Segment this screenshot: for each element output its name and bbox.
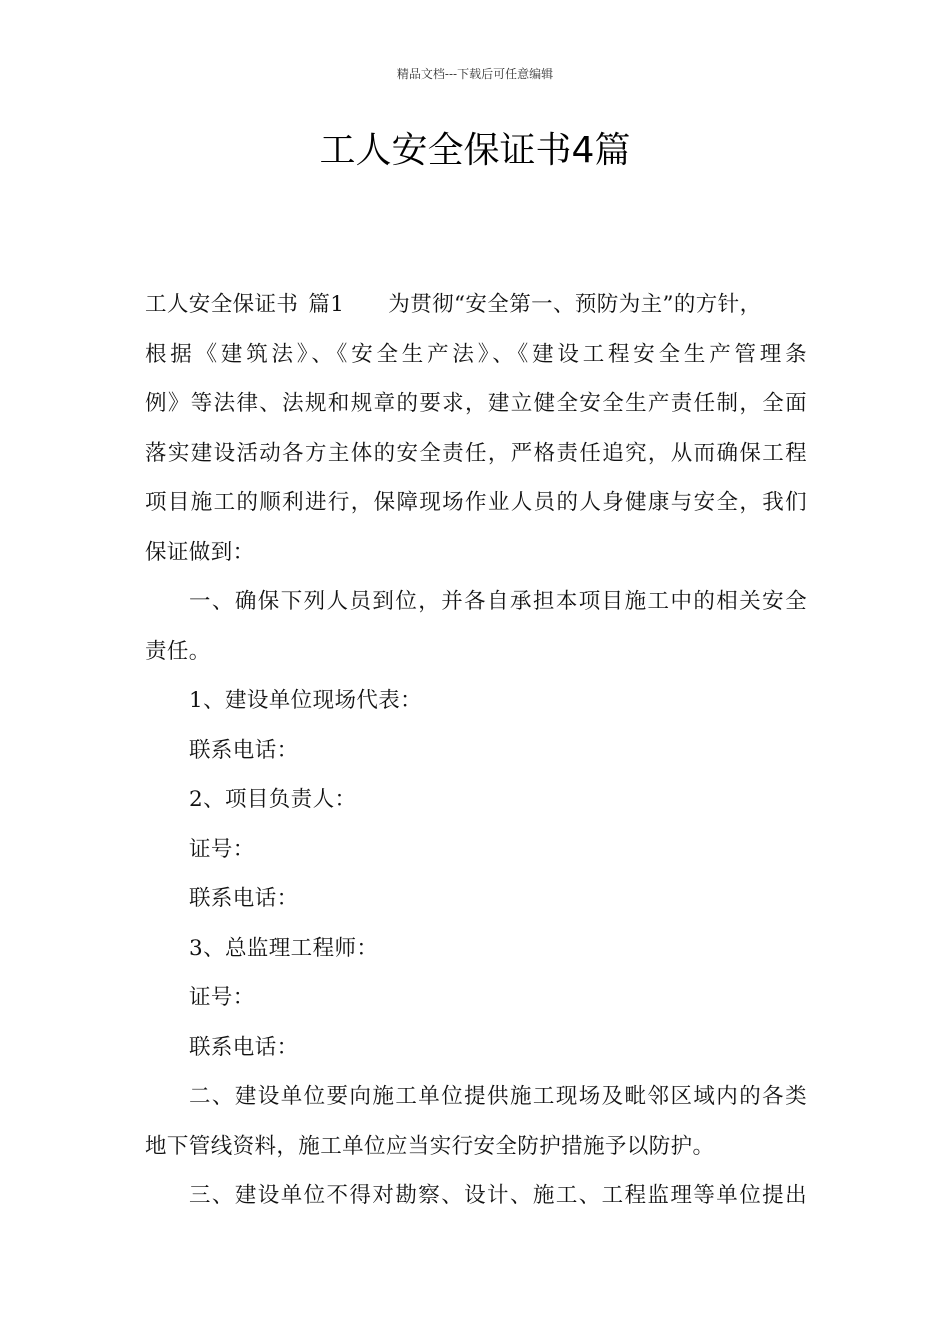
- body-line: 1、建设单位现场代表：: [189, 688, 423, 713]
- body-line: 证号：: [189, 985, 255, 1010]
- body-line: 一、确保下列人员到位，并各自承担本项目施工中的相关安全: [189, 589, 807, 614]
- document-body: [145, 280, 807, 1221]
- intro-label-part: 篇1: [308, 292, 345, 317]
- items-list: [145, 577, 807, 1221]
- body-line: 证号：: [189, 836, 255, 862]
- body-line: 3、总监理工程师：: [189, 935, 379, 961]
- header-note: 精品文档---下载后可任意编辑: [396, 67, 554, 81]
- body-line: 联系电话：: [189, 1034, 299, 1060]
- body-line: 三、建设单位不得对勘察、设计、施工、工程监理等单位提出: [189, 1183, 807, 1208]
- body-line: 保证做到：: [145, 539, 255, 565]
- body-line: 地下管线资料，施工单位应当实行安全防护措施予以防护。: [145, 1133, 715, 1159]
- body-line: 责任。: [145, 638, 211, 664]
- body-line: 项目施工的顺利进行，保障现场作业人员的人身健康与安全，我们: [145, 490, 807, 515]
- intro-first-line: [145, 280, 807, 330]
- body-line: 落实建设活动各方主体的安全责任，严格责任追究，从而确保工程: [145, 440, 807, 466]
- body-line: 联系电话：: [189, 886, 299, 911]
- body-line: 根据《建筑法》、《安全生产法》、《建设工程安全生产管理条: [145, 341, 807, 367]
- document-title: 工人安全保证书4篇: [319, 130, 631, 171]
- body-line: 2、项目负责人：: [189, 787, 357, 812]
- body-line: 联系电话：: [189, 737, 299, 763]
- intro-label: 工人安全保证书: [145, 292, 299, 317]
- body-line: 二、建设单位要向施工单位提供施工现场及毗邻区域内的各类: [189, 1084, 807, 1109]
- intro-first-line-text: 为贯彻“安全第一、预防为主”的方针，: [388, 292, 762, 317]
- body-line: 例》等法律、法规和规章的要求，建立健全安全生产责任制，全面: [145, 391, 807, 416]
